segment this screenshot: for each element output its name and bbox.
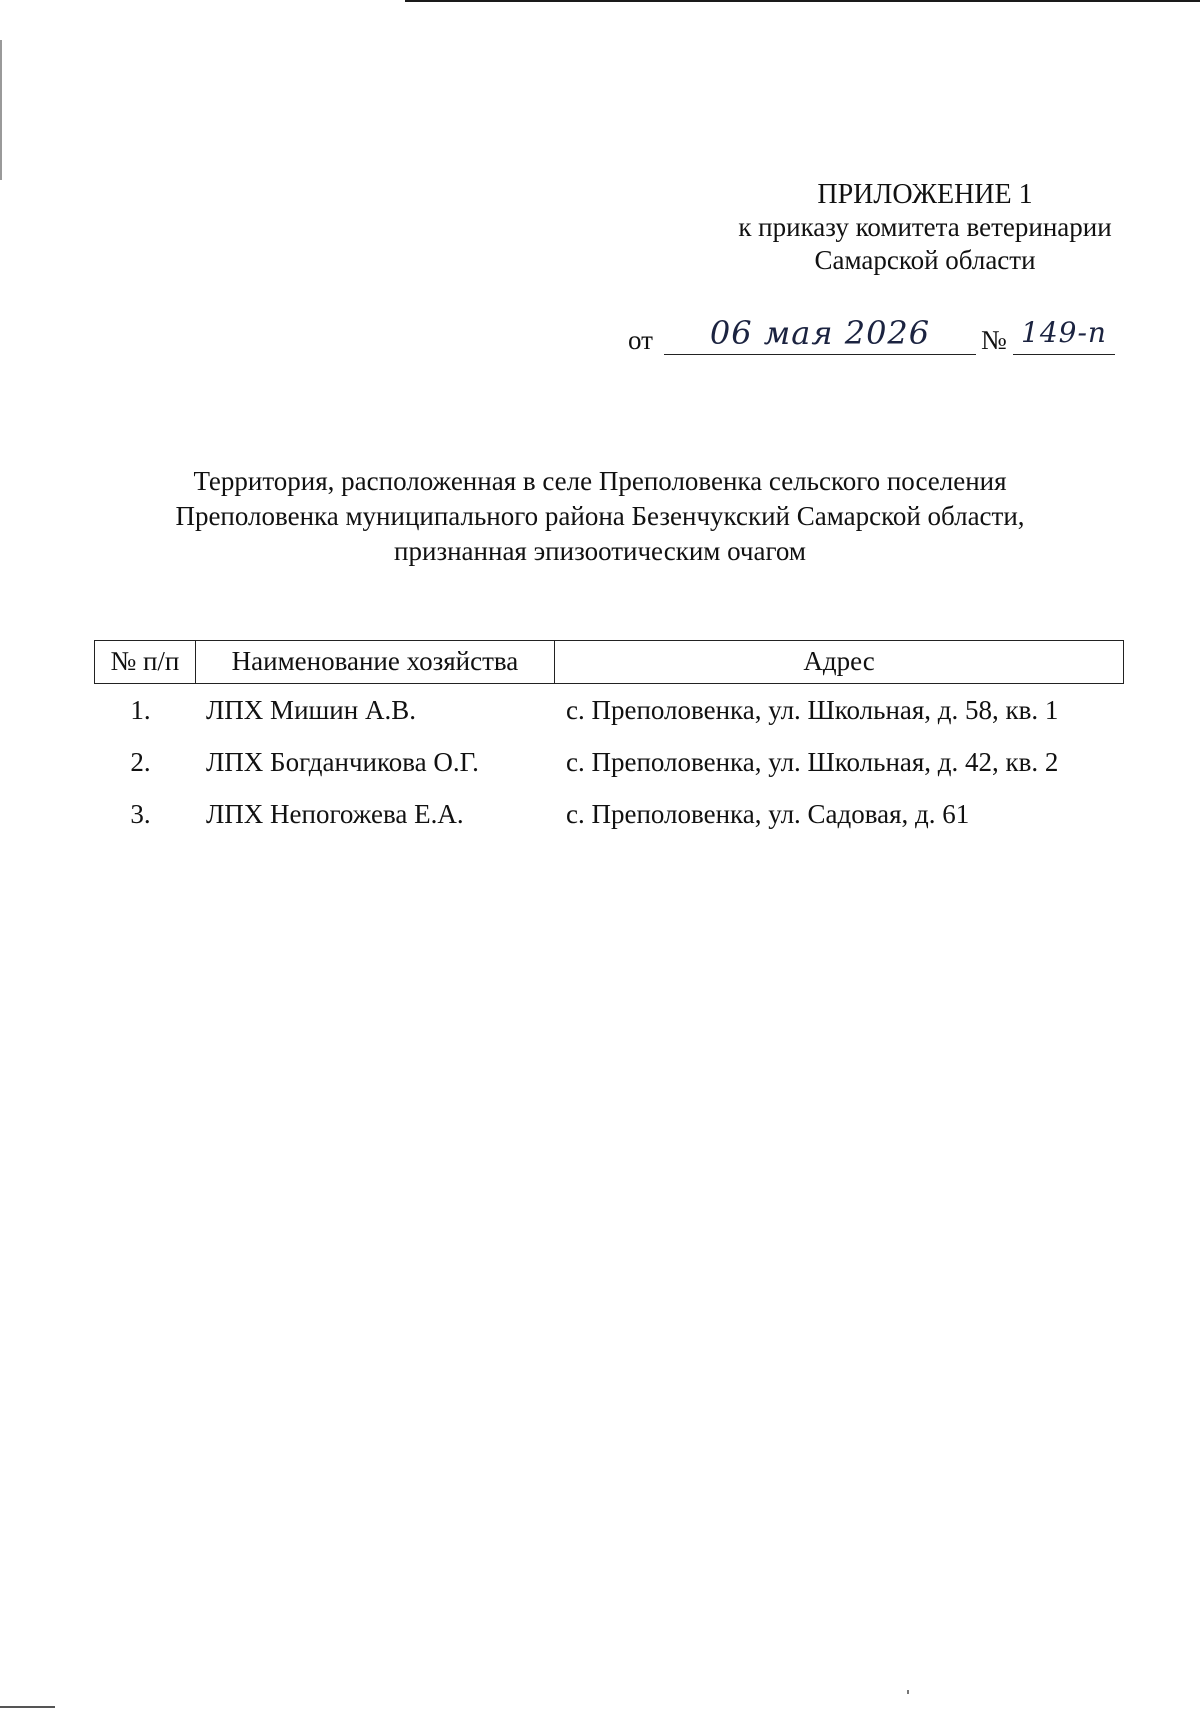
- table-row: [94, 684, 1124, 736]
- scan-speck: [907, 1690, 909, 1694]
- row-household: ЛПХ Непогожева Е.А.: [206, 798, 464, 829]
- scan-edge-top: [405, 0, 1200, 2]
- row-number: 2.: [130, 746, 151, 777]
- order-number-handwritten: 149-п: [1013, 316, 1115, 355]
- households-table: [94, 640, 1124, 840]
- order-date-handwritten: 06 мая 2026: [664, 316, 976, 355]
- row-number: 1.: [130, 694, 151, 725]
- appendix-line-2: Самарской области: [814, 245, 1036, 275]
- row-household: ЛПХ Мишин А.В.: [206, 694, 416, 725]
- row-address: с. Преполовенка, ул. Школьная, д. 58, кв. 1: [566, 694, 1059, 725]
- header-address: Адрес: [803, 646, 875, 676]
- order-from-label: от: [628, 325, 653, 355]
- table-row: [94, 736, 1124, 788]
- order-number-label: №: [981, 325, 1007, 355]
- appendix-title: ПРИЛОЖЕНИЕ 1: [817, 179, 1033, 210]
- appendix-line-1: к приказу комитета ветеринарии: [738, 212, 1112, 242]
- heading-line-3: признанная эпизоотическим очагом: [394, 536, 806, 566]
- row-number: 3.: [130, 798, 151, 829]
- document-heading: [100, 464, 1100, 569]
- scan-edge-bottom: [0, 1706, 55, 1708]
- scan-edge-left: [0, 40, 2, 180]
- appendix-block: [650, 178, 1200, 277]
- header-household: Наименование хозяйства: [196, 641, 555, 683]
- row-household: ЛПХ Богданчикова О.Г.: [206, 746, 479, 777]
- heading-line-2: Преполовенка муниципального района Безенчукский Самарской области,: [175, 501, 1025, 531]
- table-row: [94, 788, 1124, 840]
- row-address: с. Преполовенка, ул. Садовая, д. 61: [566, 798, 970, 829]
- table-header: [94, 640, 1124, 684]
- heading-line-1: Территория, расположенная в селе Преполовенка сельского поселения: [193, 466, 1007, 496]
- header-number: № п/п: [95, 641, 196, 683]
- row-address: с. Преполовенка, ул. Школьная, д. 42, кв. 2: [566, 746, 1059, 777]
